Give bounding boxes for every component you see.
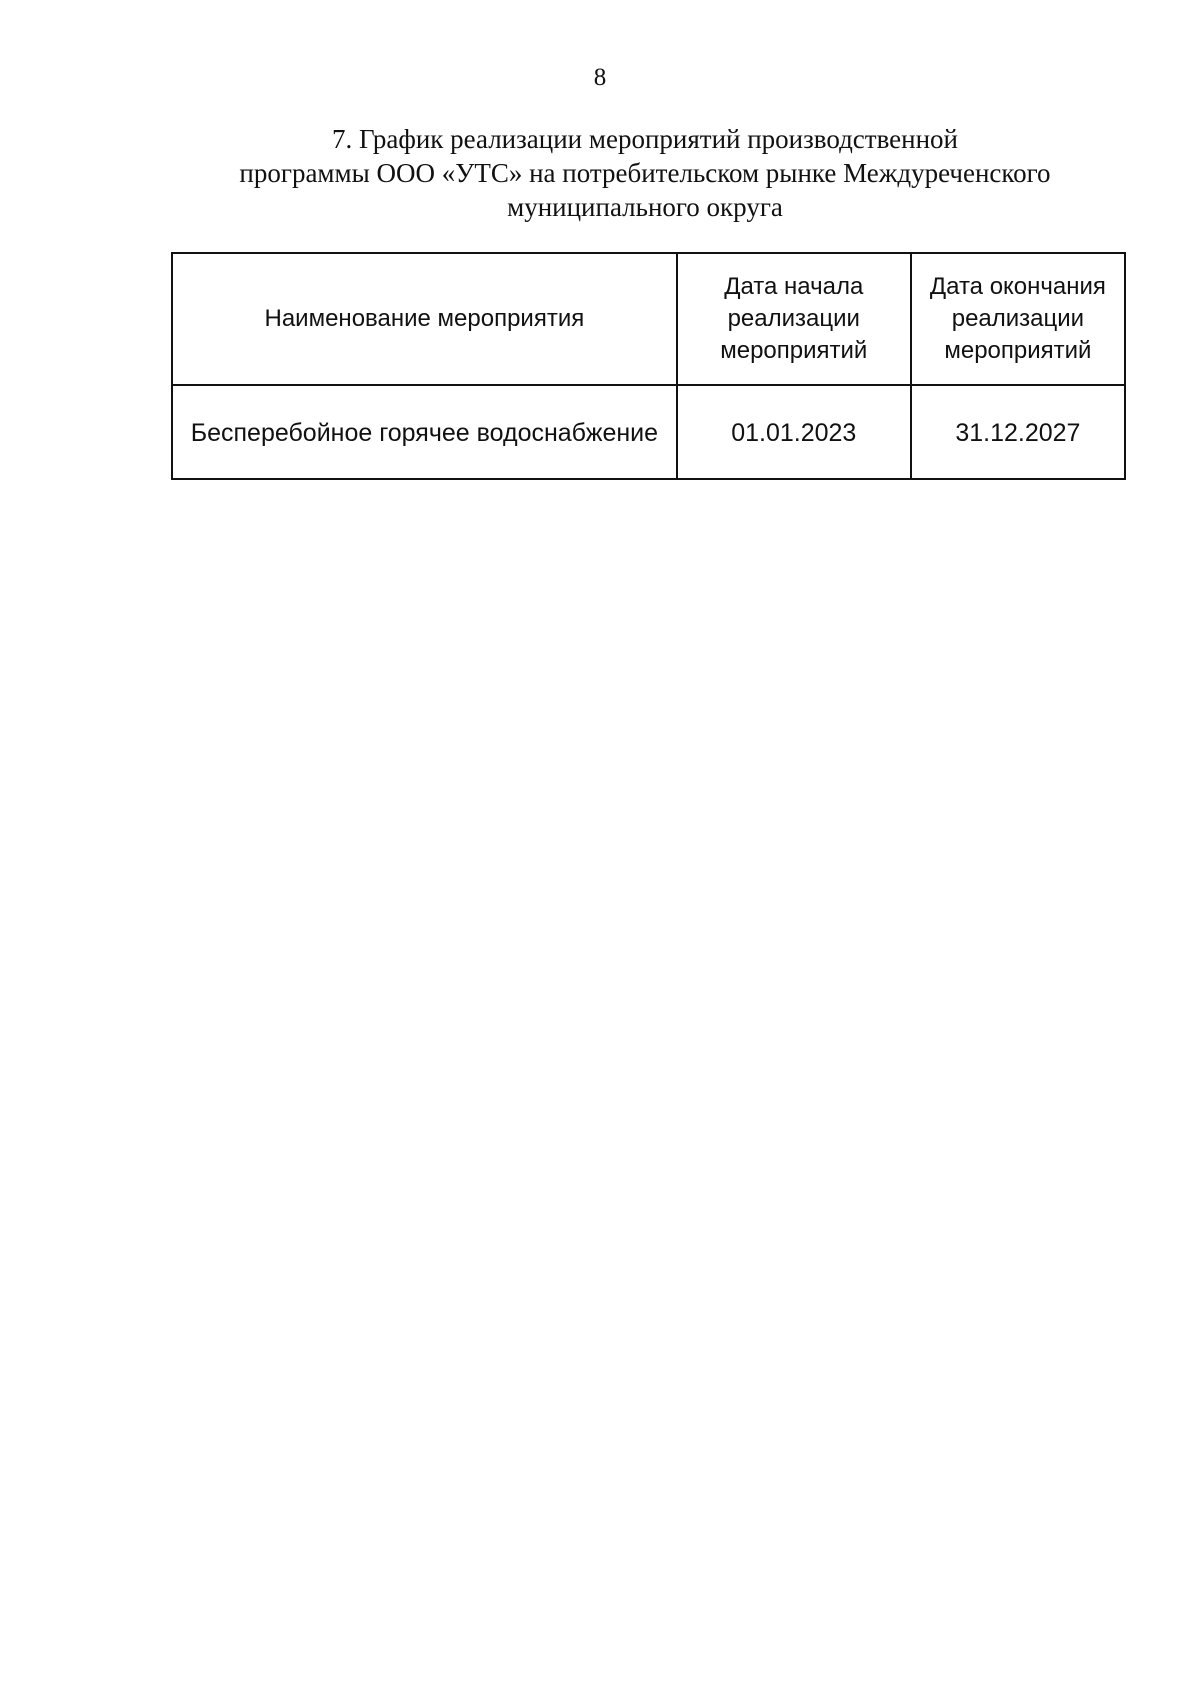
section-title	[160, 122, 1130, 224]
cell-end-date	[911, 385, 1125, 479]
header-event-name	[172, 253, 677, 385]
cell-event-name	[172, 385, 677, 479]
page-number: 8	[593, 64, 607, 91]
events-schedule-table	[171, 252, 1126, 480]
event-name-text: Бесперебойное горячее водоснабжение	[190, 418, 659, 447]
section-title-line-1: 7. График реализации мероприятий производственной	[331, 124, 959, 154]
header-end-date	[911, 253, 1125, 385]
header-start-date-label: Дата начала реализации мероприятий	[720, 273, 868, 364]
cell-start-date	[677, 385, 911, 479]
table-row	[172, 385, 1125, 479]
section-title-line-2: программы ООО «УТС» на потребительском рынке Междуреченского	[239, 158, 1051, 188]
start-date-text: 01.01.2023	[731, 418, 857, 447]
header-event-name-label: Наименование мероприятия	[264, 305, 585, 332]
section-title-line-3: муниципального округа	[507, 192, 783, 222]
header-start-date	[677, 253, 911, 385]
table-header-row	[172, 253, 1125, 385]
end-date-text: 31.12.2027	[955, 418, 1081, 447]
header-end-date-label: Дата окончания реализации мероприятий	[929, 273, 1106, 364]
